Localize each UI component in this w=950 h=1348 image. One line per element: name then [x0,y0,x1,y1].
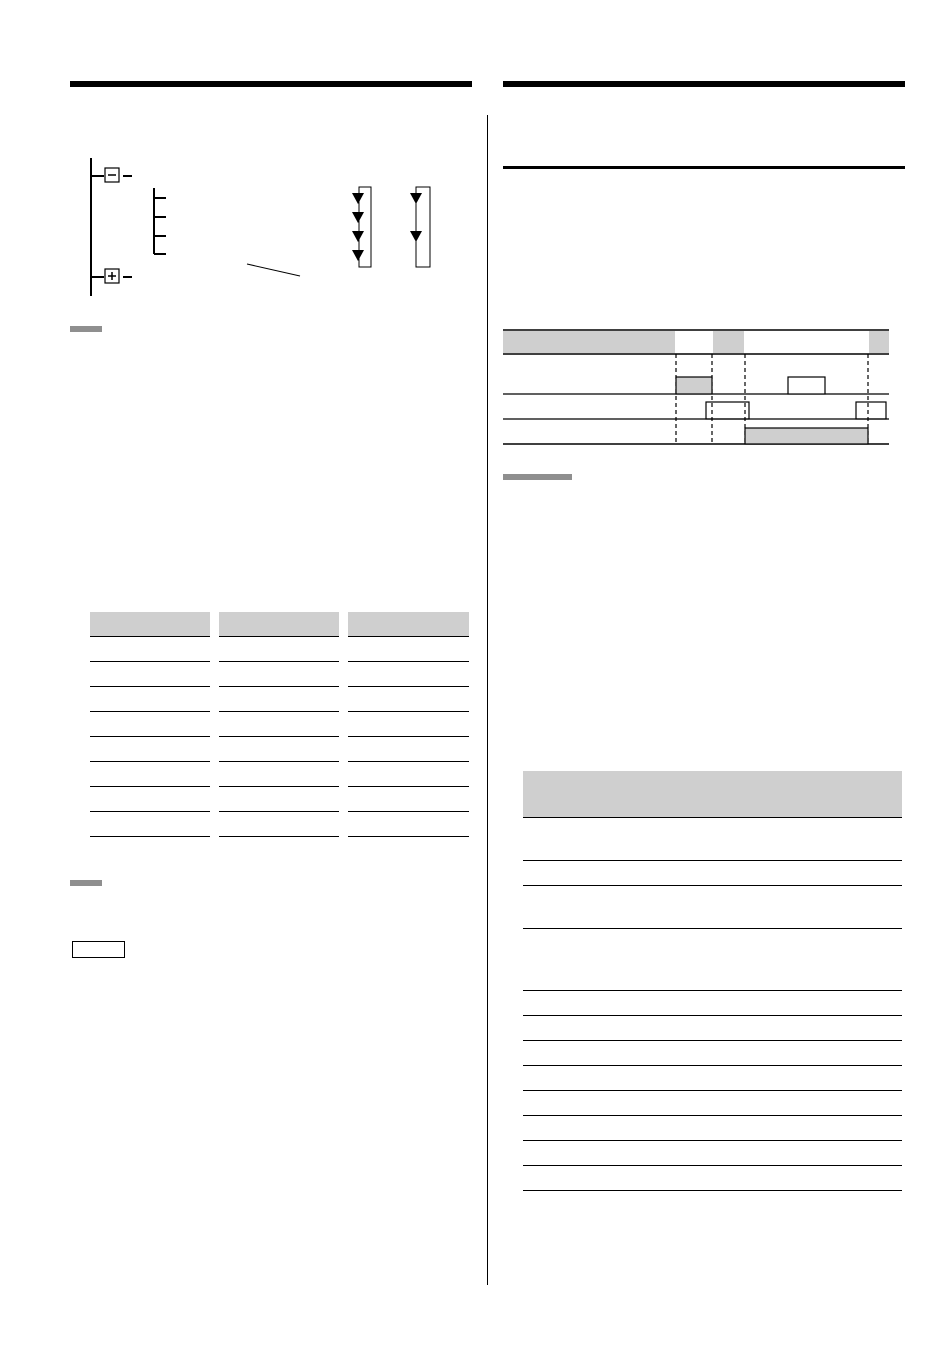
table-cell [219,812,340,837]
table-row [523,1041,902,1066]
table-cell [523,1141,902,1166]
table-cell [523,1091,902,1116]
timing-diagram [503,328,893,450]
table-cell [523,886,902,929]
section-rule [503,166,905,169]
table-cell [219,687,340,712]
table-cell [523,929,902,991]
table-cell [523,1116,902,1141]
table-cell [523,861,902,886]
table-cell [219,712,340,737]
table-cell [348,812,469,837]
table-cell [90,737,210,762]
table-row [523,1091,902,1116]
table-cell [219,787,340,812]
table-cell [219,662,340,687]
table-cell [219,737,340,762]
table-row [90,737,469,762]
arrow-group-1 [352,187,371,267]
table-cell [348,687,469,712]
table-row [523,818,902,861]
table-header-row [523,771,902,818]
table-header-row [90,612,469,637]
table-row [523,929,902,991]
table-cell [348,637,469,662]
table-cell [348,662,469,687]
table-cell [90,637,210,662]
left-table [90,612,469,837]
table-row [90,637,469,662]
table-cell [348,737,469,762]
note-tag-3 [503,474,572,480]
table-row [90,787,469,812]
table-cell [219,637,340,662]
table-cell [348,787,469,812]
plus-box-icon [105,269,119,283]
menu-diagram [80,150,460,310]
table-row [90,812,469,837]
left-top-rule [70,81,472,87]
table-row [523,1116,902,1141]
table-header-cell [348,612,469,637]
table-cell [90,812,210,837]
column-divider [487,115,488,1285]
table-cell [523,1066,902,1091]
table-header-cell [219,612,340,637]
table-row [523,1141,902,1166]
table-row [523,1166,902,1191]
table-row [523,1016,902,1041]
table-header-cell [90,612,210,637]
table-cell [90,787,210,812]
table-cell [523,1166,902,1191]
table-cell [90,712,210,737]
table-cell [90,662,210,687]
table-cell [348,762,469,787]
right-top-rule [503,81,905,87]
table-cell [523,1041,902,1066]
table-row [523,1066,902,1091]
right-table [523,771,902,1191]
table-row [90,662,469,687]
table-row [90,762,469,787]
table-row [523,991,902,1016]
table-row [523,861,902,886]
table-cell [348,712,469,737]
table-cell [523,1016,902,1041]
table-row [523,886,902,929]
note-tag-1 [70,326,102,332]
table-cell [219,762,340,787]
table-header-cell [523,771,902,818]
minus-box-icon [105,168,119,182]
table-cell [523,991,902,1016]
table-row [90,687,469,712]
boxed-key-label [72,941,125,958]
table-cell [523,818,902,861]
note-tag-2 [70,880,102,886]
table-cell [90,762,210,787]
arrow-group-2 [410,187,430,267]
table-cell [90,687,210,712]
table-row [90,712,469,737]
